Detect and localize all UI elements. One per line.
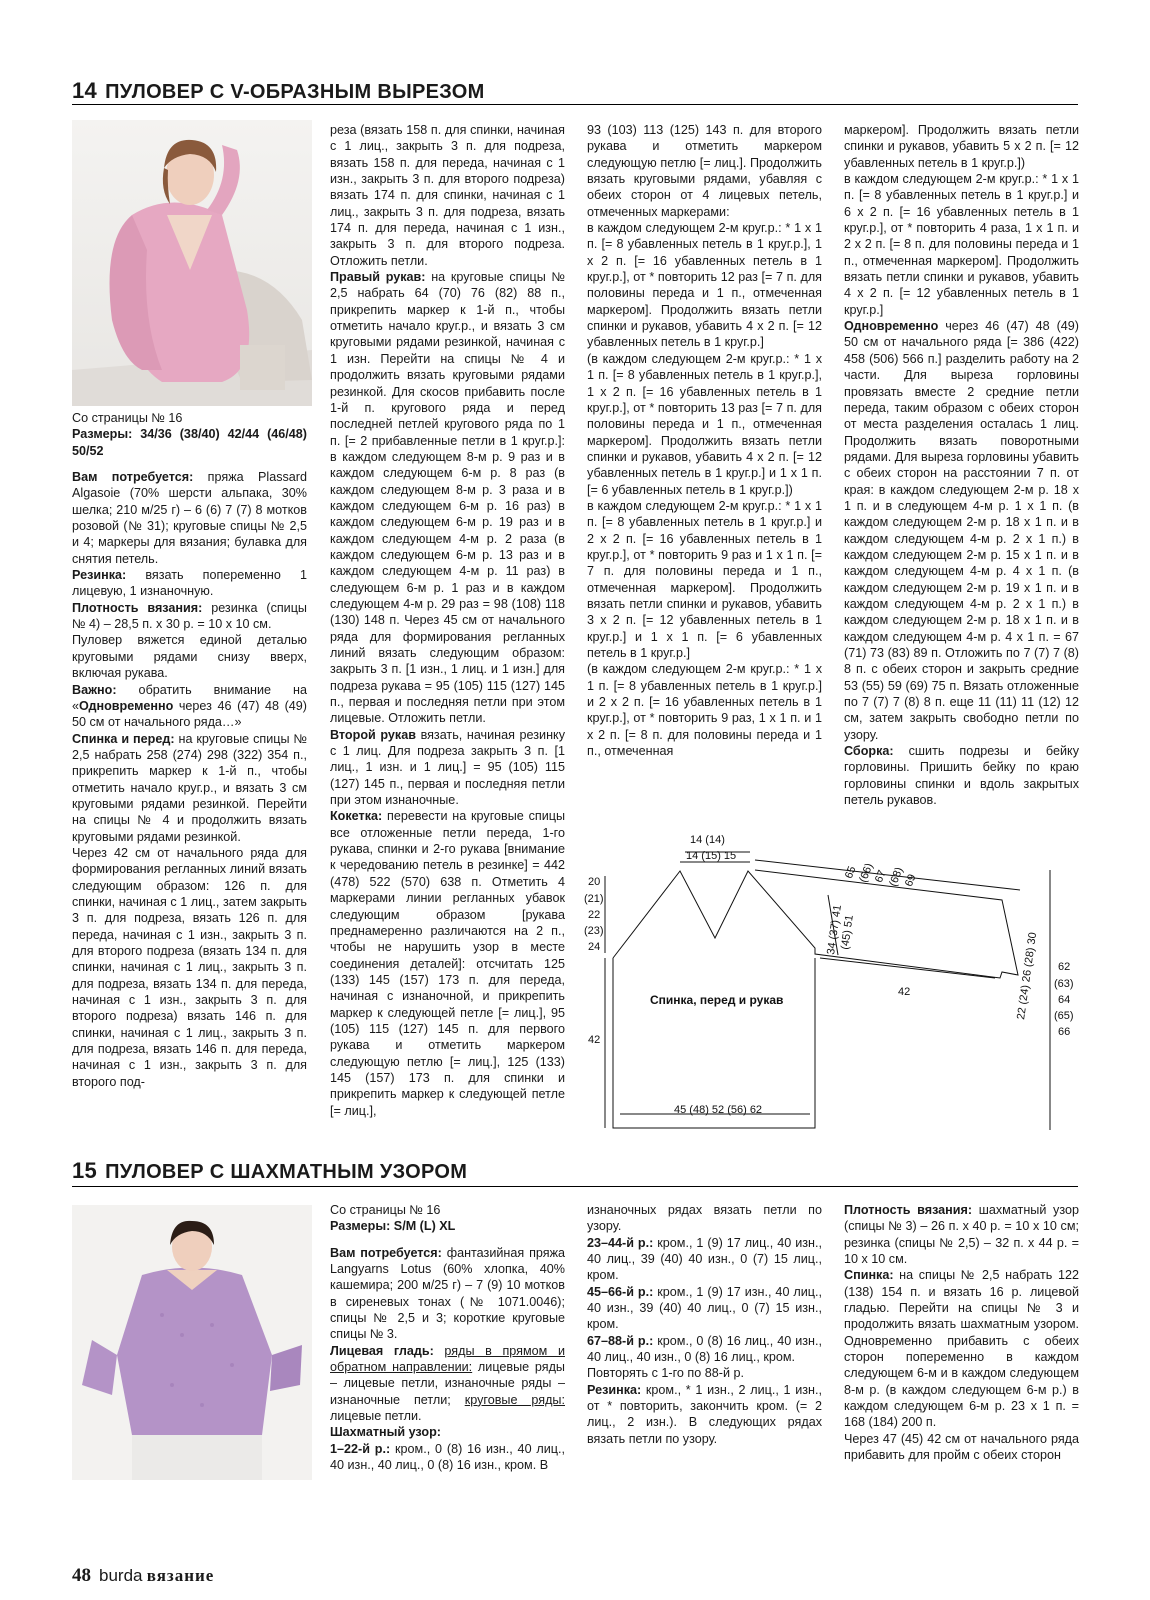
p15-c3-para-0: изнаночных рядах вязать петли по узору.: [587, 1203, 822, 1234]
section-14-rule: [72, 104, 1078, 105]
schema-label: Спинка, перед и рукав: [650, 993, 784, 1007]
section-14-title: ПУЛОВЕР С V-ОБРАЗНЫМ ВЫРЕЗОМ: [105, 81, 485, 103]
section-14-column-3: [587, 122, 822, 759]
section-14-column-4: [844, 122, 1079, 808]
p14-important: Важно: обратить внимание на «Одновременно через 46 (47) 48 (49) 50 см от начального ряда…»: [72, 682, 307, 730]
p15-back: Спинка: на спицы № 2,5 набрать 122 (138) 154 п. и вязать 16 р. лицевой гладью. Перейти на спицы № 3 и продолжить вязать шахматным узором. Одновременно прибавить с обеих сторон попеременно в каждом следующем 6-м и в каждом следующем 8-м р. (в каждом следующем 6-м р.) в каждом следующем 6-м р. 23 х 1 п. = 168 (184) 200 п.: [844, 1268, 1079, 1430]
p15-rows-67-88: 67–88-й р.: кром., 0 (8) 16 лиц., 40 изн., 40 лиц., 40 изн., 0 (8) 16 лиц., кром.: [587, 1333, 823, 1365]
p15-checker-title: Шахматный узор:: [330, 1425, 441, 1440]
section-14-column-2: [330, 122, 565, 1119]
section-15-column-4: [844, 1202, 1079, 1464]
dim-left-a: 20: [588, 876, 601, 888]
p15-repeat: Повторять с 1-го по 88-й р.: [587, 1366, 744, 1381]
p15-rows-23-44: 23–44-й р.: кром., 1 (9) 17 лиц., 40 изн., 40 лиц., 39 (40) 40 изн., 0 (7) 15 лиц., кром.: [587, 1235, 823, 1283]
p14-c4-para-1: в каждом следующем 2-м круг.р.: * 1 х 1 п. [= 8 убавленных петель в 1 круг.р.] и 6 х 2 п. [= 16 убавленных петель в 1 круг.р.], от * повторить 4 раза, 1 х 1 п. и 2 х 2 п. [= 8 п. для половины переда и 1 п., отмеченная маркером]. Продолжить вязать петли спинки и рукавов, убавить 4 х 2 п. [= 12 убавленных петель в 1 круг.р.]: [844, 172, 1079, 317]
page-number: 48: [72, 1565, 91, 1586]
dim-top-2: 14 (15) 15: [686, 850, 737, 862]
dim-right-d: (65): [1054, 1010, 1074, 1022]
p14-rib: Резинка: вязать попеременно 1 лицевую, 1 изнаночную.: [72, 568, 307, 599]
dim-raglan: 34 (37) 41: [825, 904, 844, 956]
section-15-header: [72, 1158, 467, 1184]
dim-right-a: 62: [1058, 961, 1071, 973]
p14-construction: Пуловер вяжется единой деталью круговыми рядами снизу вверх, включая рукава.: [72, 633, 307, 681]
dim-sleeve-d: (68): [887, 865, 906, 889]
p14-c4-para-0: маркером]. Продолжить вязать петли спинки и рукавов, убавить 5 х 2 п. [= 12 убавленных петель в 1 круг.р.]): [844, 123, 1079, 170]
p15-rows-45-66: 45–66-й р.: кром., 1 (9) 17 изн., 40 лиц., 40 изн., 39 (40) 40 лиц., 0 (7) 15 изн., кром.: [587, 1284, 823, 1332]
p14-c3-para-1: в каждом следующем 2-м круг.р.: * 1 х 1 п. [= 8 убавленных петель в 1 круг.р.], 1 х 2 п. [= 16 убавленных петель в 1 круг.р.], от * повторить 12 раз [= 7 п. для половины переда и 1 п., отмеченная маркером]. Продолжить вязать петли спинки и рукавов, убавить 4 х 2 п. [= 12 убавленных петель в 1 круг.р.]: [587, 221, 822, 350]
knitting-schema: [580, 830, 1080, 1140]
dim-raglan-2: (45) 51: [839, 914, 856, 951]
dim-left-body: 42: [588, 1034, 601, 1046]
model-photo-pink-sweater: [72, 120, 312, 406]
dim-left-b: (21): [584, 893, 604, 905]
dim-sleeve-a: 65: [842, 864, 859, 881]
section-15-column-2: [330, 1202, 565, 1474]
p14-assembly: Сборка: сшить подрезы и бейку горловины. Пришить бейку по краю горловины спинки и вдоль закрытых петель рукавов.: [844, 744, 1079, 808]
dim-underarm: 42: [898, 986, 911, 998]
p14-c3-para-3: в каждом следующем 2-м круг.р.: * 1 х 1 п. [= 8 убавленных петель в 1 круг.р.] и 2 х 2 п. [= 16 убавленных петель в 1 круг.р.], от * повторить 9 раз и 1 х 1 п. [= 7 п. для половины переда и 1 п., отмеченная маркером]. Продолжить вязать петли спинки и рукавов, убавить 3 х 2 п. [= 12 убавленных петель в 1 круг.р.] и 1 х 1 п. [= 6 убавленных петель в 1 круг.р.]: [587, 498, 822, 660]
section-14-column-1: [72, 410, 307, 1090]
dim-sleeve-b: (66): [857, 861, 876, 885]
section-15-title: ПУЛОВЕР С ШАХМАТНЫМ УЗОРОМ: [105, 1161, 468, 1183]
p14-yoke: Кокетка: перевести на круговые спицы все отложенные петли переда, 1-го рукава, спинки и 2-го рукава [внимание к чередованию петель в резинке] = 442 (478) 522 (570) 638 п. Отметить 4 маркерами линии регланных убавок следующим образом [рукава преднамеренно различаются на 2 п., чтобы не нарушить узор в месте соединения деталей]: отсчитать 125 (133) 145 (157) 173 п. для переда, начиная с изнаночной, и прикрепить маркер к следующей петле [= лиц.], 95 (105) 115 (127) 145 п. для первого рукава и отметить маркером следующую петлю [= лиц.], 125 (133) 145 (157) 173 п. для спинки и прикрепить маркер к следующей петле [= лиц.],: [330, 809, 565, 1118]
p14-right-sleeve: Правый рукав: на круговые спицы № 2,5 набрать 64 (70) 76 (82) 88 п., прикрепить маркер к 1-й п., чтобы отметить начало круг.р., и вязать 3 см круговыми рядами резинкой, начиная с 1 изн. Перейти на спицы № 4 и продолжить вязать круговыми рядами резинкой. Для скосов прибавить после 1-й п. кругового ряда и перед последней петлей кругового ряда по 1 п. [= 2 прибавленные петли в 1 круг.р.]: в каждом следующем 8-м р. 9 раз и в каждом следующем 6-м р. 8 раз (в каждом следующем 8-м р. 3 раза и в каждом следующем 6-м р. 16 раз) в каждом следующем 6-м р. 19 раз и в каждом следующем 4-м р. 2 раза (в каждом следующем 6-м р. 13 раз и в каждом следующем 4-м р. 11 раз) в следующем 6-м р. 1 раз и в каждом следующем 4-м р. 29 раз = 98 (108) 118 (130) 148 п. Через 45 см от начального ряда для формирования регланных линий вязать следующим образом: закрыть 3 п. [1 изн., 1 лиц. и 1 изн.] для подреза рукава = 95 (105) 115 (127) 145 п., первая и последняя петли при этом лицевые. Отложить петли.: [330, 270, 565, 726]
section-14-header: [72, 78, 485, 104]
p15-armholes: Через 47 (45) 42 см от начального ряда прибавить для пройм с обеих сторон: [844, 1431, 1079, 1463]
p15-rows-1-22: 1–22-й р.: кром., 0 (8) 16 изн., 40 лиц., 40 изн., 40 лиц., 0 (8) 16 изн., кром. В: [330, 1441, 566, 1473]
dim-right-e: 66: [1058, 1026, 1071, 1038]
dim-cuff: 22 (24) 26 (28) 30: [1015, 931, 1040, 1021]
p14-c1-line-0: Со страницы № 16: [72, 411, 183, 425]
section-15-rule: [72, 1186, 1078, 1187]
p14-c3-para-2: (в каждом следующем 2-м круг.р.: * 1 х 1 п. [= 8 убавленных петель в 1 круг.р.], 1 х 2 п. [= 16 убавленных петель в 1 круг.р.], от * повторить 13 раз [= 7 п. для половины переда и 1 п., отмеченная маркером]. Продолжить вязать петли спинки и рукавов, убавить 4 х 2 п. [= 12 убавленных петель в 1 круг.р.] и 1 х 1 п. [= 6 убавленных петель в 1 круг.р.]): [587, 351, 822, 497]
p14-back-front: Спинка и перед: на круговые спицы № 2,5 набрать 258 (274) 298 (322) 354 п., прикрепить маркер к 1-й п., чтобы отметить начало круг.р., и вязать 3 см круговыми рядами резинкой. Перейти на спицы № 4 и продолжить вязать круговыми рядами резинкой.: [72, 731, 308, 844]
p15-rib: Резинка: кром., * 1 изн., 2 лиц., 1 изн., от * повторить, закончить кром. (= 2 лиц., 2 изн.). В следующих рядах вязать петли по узору.: [587, 1382, 822, 1446]
dim-sleeve-e: 69: [902, 872, 919, 889]
dim-left-d: (23): [584, 925, 604, 937]
p15-from-page: Со страницы № 16: [330, 1203, 441, 1217]
p15-materials: Вам потребуется: фантазийная пряжа Langyarns Lotus (60% хлопка, 40% кашемира; 200 м/25 г) – 7 (9) 10 мотков в сиреневых тонах (№ 1071.0046); спицы № 2,5 и 3; короткие круговые спицы № 3.: [330, 1245, 565, 1342]
p14-simultaneously: Одновременно через 46 (47) 48 (49) 50 см от начального ряда [= 386 (422) 458 (506) 566 п.] разделить работу на 2 части. Для выреза горловины провязать вместе 2 средние петли переда, таким образом с обеих сторон от места разделения осталась 1 лиц. Продолжить вязать поворотными рядами. Для выреза горловины убавить с обеих сторон на расстоянии 7 п. от края: в каждом следующем 2-м р. 18 х 1 п. и в следующем 4-м р. 1 х 1 п. (в каждом следующем 2-м р. 18 х 1 п. и в каждом следующем 4-м р. 2 х 1 п.) в каждом следующем 2-м р. 15 х 1 п. и в каждом следующем 4-м р. 4 х 1 п. (в каждом следующем 2-м р. 19 х 1 п. и в каждом следующем 4-м р. 2 х 1 п.) в каждом следующем 2-м р. 18 х 1 п. и в каждом следующем 4-м р. 4 х 1 п. = 67 (71) 73 (83) 89 п. Отложить по 7 (7) 7 (8) 8 п. с обеих сторон и закрыть средние 53 (55) 59 (69) 75 п. Вязать отложенные по 7 (7) 7 (8) 8 п. еще 11 (11) 11 (12) 12 см, затем закрыть свободно петли по узору.: [844, 319, 1079, 742]
p14-c3-para-0: 93 (103) 113 (125) 143 п. для второго рукава и отметить маркером следующую петлю [= лиц.]. Продолжить вязать круговыми рядами, убавляя с обеих сторон от 4 лицевых петель, отмеченных маркерами:: [587, 123, 822, 219]
dim-top-1: 14 (14): [690, 834, 725, 846]
dim-bottom: 45 (48) 52 (56) 62: [674, 1104, 763, 1116]
p15-stockinette: Лицевая гладь: ряды в прямом и обратном направлении: лицевые ряды – лицевые петли, изнаночные ряды – изнаночные петли; круговые ряды: лицевые петли.: [330, 1343, 565, 1424]
dim-sleeve-c: 67: [872, 868, 889, 885]
model-photo-lilac-sweater: [72, 1205, 312, 1480]
magazine-name: вязание: [146, 1566, 215, 1585]
p14-c2-para-0: реза (вязать 158 п. для спинки, начиная с 1 лиц., закрыть 3 п. для подреза, вязать 158 п. для переда, начиная с 1 изн., закрыть 3 п. для второго подреза) вязать 174 п. для спинки, начиная с 1 лиц., закрыть 3 п. для подреза, вязать 174 п. для переда, начиная с 1 изн., закрыть 3 п. для второго подреза. Отложить петли.: [330, 123, 565, 268]
p14-c3-para-4: (в каждом следующем 2-м круг.р.: * 1 х 1 п. [= 8 убавленных петель в 1 круг.р.] и 2 х 2 п. [= 16 убавленных петель в 1 круг.р.], от * повторить 9 раз, 1 х 1 п. и 1 х 2 п. [= 8 п. для половины переда и 1 п., отмеченная: [587, 662, 822, 759]
dim-right-c: 64: [1058, 994, 1071, 1006]
dim-left-c: 22: [588, 909, 601, 921]
p14-raglan: Через 42 см от начального ряда для формирования регланных линий вязать следующим образом: 126 п. для спинки, начиная с 1 лиц., затем закрыть 3 п. для подреза, вязать 126 п. для переда, начиная с 1 изн., закрыть 3 п. для второго подреза (вязать 134 п. для спинки, начиная с 1 лиц., закрыть 3 п. для подреза, вязать 134 п. для переда, начиная с 1 изн., закрыть 3 п. для второго подреза) вязать 146 п. для спинки, начиная с 1 лиц., закрыть 3 п. для подреза, вязать 146 п. для переда, начиная с 1 изн., закрыть 3 п. для второго под-: [72, 845, 307, 1089]
p15-sizes: Размеры: S/M (L) XL: [330, 1219, 456, 1234]
page-footer: [72, 1565, 214, 1587]
section-15-column-3: [587, 1202, 822, 1447]
dim-left-e: 24: [588, 941, 601, 953]
p14-sizes: Размеры: 34/36 (38/40) 42/44 (46/48) 50/52: [72, 427, 307, 458]
p14-gauge: Плотность вязания: резинка (спицы № 4) – 28,5 п. х 30 р. = 10 х 10 см.: [72, 600, 307, 632]
p14-materials: Вам потребуется: пряжа Plassard Algasoie (70% шерсти альпака, 30% шелка; 210 м/25 г) – 6 (6) 7 (7) 8 мотков розовой (№ 31); круговые спицы № 2,5 и 4; маркеры для вязания; булавка для снятия петель.: [72, 470, 307, 566]
p15-gauge: Плотность вязания: шахматный узор (спицы № 3) – 26 п. х 40 р. = 10 х 10 см; резинка (спицы № 2,5) – 32 п. х 44 р. = 10 х 10 см.: [844, 1203, 1079, 1267]
brand-name: burda: [99, 1566, 143, 1585]
p14-second-sleeve: Второй рукав вязать, начиная резинку с 1 лиц. Для подреза закрыть 3 п. [1 лиц., 1 изн. и 1 лиц.] = 95 (105) 115 (127) 145 п., первая и последняя петли при этом изнаночные.: [330, 727, 565, 808]
section-14-number: 14: [72, 78, 98, 103]
dim-right-b: (63): [1054, 978, 1074, 990]
section-15-number: 15: [72, 1158, 98, 1183]
